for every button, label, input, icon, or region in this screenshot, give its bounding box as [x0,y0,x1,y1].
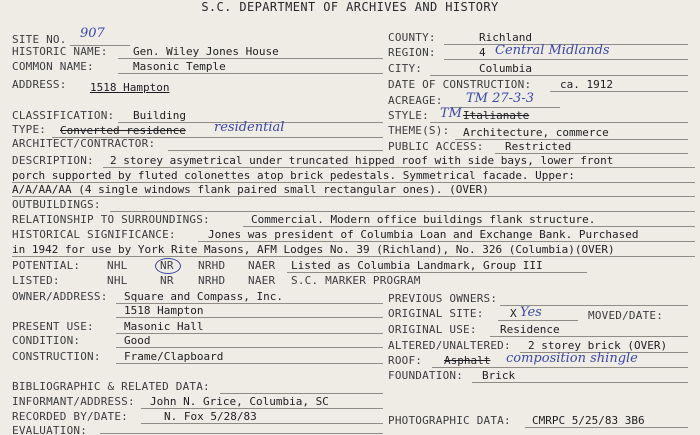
foundation-rule [472,382,688,383]
style-handwritten-value: TM [440,106,462,121]
altered-label: ALTERED/UNALTERED: [388,339,511,352]
description-line-2: porch supported by fluted colonettes atop brick pedestals. Symmetrical facade. Upper: [12,169,575,182]
altered-value: 2 storey brick (OVER) [528,339,668,352]
relationship-label: RELATIONSHIP TO SURROUNDINGS: [12,213,210,226]
listed-nr: NR [160,274,174,287]
common-name-rule [118,73,383,74]
description-rule-3 [12,196,695,197]
type-label: TYPE: [12,123,47,136]
bibliographic-rule [220,393,383,394]
significance-line-1: Jones was president of Columbia Loan and Exchange Bank. Purchased [208,228,639,241]
owner-label: OWNER/ADDRESS: [12,290,108,303]
style-struck-value: Italianate [463,109,530,122]
date-of-construction-value: ca. 1912 [560,78,613,91]
type-handwritten-value: residential [214,120,285,135]
potential-nhl: NHL [107,259,128,272]
city-label: CITY: [388,62,423,75]
recorded-by-value: N. Fox 5/28/83 [164,410,257,423]
informant-rule [141,408,383,409]
site-no-value: 907 [80,26,105,41]
region-handwritten-value: Central Midlands [495,43,610,58]
region-rule [444,59,688,60]
photographic-data-value: CMRPC 5/25/83 3B6 [532,414,645,427]
public-access-label: PUBLIC ACCESS: [388,140,484,153]
acreage-handwritten-value: TM 27-3-3 [466,91,534,106]
significance-rule-1 [198,241,695,242]
county-label: COUNTY: [388,31,436,44]
original-use-rule [490,336,688,337]
listed-label: LISTED: [12,274,60,287]
themes-value: Architecture, commerce [463,126,609,139]
potential-naer: NAER [248,259,276,272]
relationship-value: Commercial. Modern office buildings flank structure. [251,213,596,226]
evaluation-rule [100,433,383,434]
potential-nr: NR [160,259,174,272]
potential-value: Listed as Columbia Landmark, Group III [291,259,543,272]
outbuildings-label: OUTBUILDINGS: [12,198,101,211]
description-line-3: A/A/AA/AA (4 single windows flank paired small rectangular ones). (OVER) [12,183,489,196]
significance-rule-2 [12,256,695,257]
potential-nrhd: NRHD [198,259,226,272]
card-header: S.C. DEPARTMENT OF ARCHIVES AND HISTORY [201,0,499,14]
informant-value: John N. Grice, Columbia, SC [150,395,329,408]
city-rule [430,75,688,76]
historic-name-value: Gen. Wiley Jones House [133,45,279,58]
region-number: 4 [479,46,486,59]
style-label: STYLE: [388,109,429,122]
recorded-by-rule [141,423,383,424]
informant-label: INFORMANT/ADDRESS: [12,395,135,408]
site-no-label: SITE NO. [12,33,67,46]
present-use-label: PRESENT USE: [12,320,94,333]
common-name-value: Masonic Temple [133,60,226,73]
common-name-label: COMMON NAME: [12,60,94,73]
original-site-label: ORIGINAL SITE: [388,307,484,320]
original-site-rule [498,320,578,321]
owner-rule-2 [116,317,383,318]
original-site-handwritten-value: Yes [520,305,542,320]
address-value: 1518 Hampton [90,81,170,94]
potential-nr-circle-mark [155,258,181,274]
outbuildings-rule [110,211,695,212]
construction-value: Frame/Clapboard [124,350,224,363]
acreage-label: ACREAGE: [388,94,443,107]
construction-label: CONSTRUCTION: [12,350,101,363]
acreage-rule [450,107,560,108]
county-value: Richland [479,31,532,44]
address-label: ADDRESS: [12,78,67,91]
relationship-rule [243,226,695,227]
condition-rule [116,347,383,348]
potential-label: POTENTIAL: [12,259,81,272]
photographic-data-label: PHOTOGRAPHIC DATA: [388,414,511,427]
city-value: Columbia [479,62,532,75]
description-rule-1 [103,167,695,168]
themes-label: THEME(S): [388,124,450,137]
region-label: REGION: [388,46,436,59]
classification-value: Building [133,109,186,122]
photographic-data-rule [525,427,688,428]
condition-label: CONDITION: [12,334,81,347]
evaluation-label: EVALUATION: [12,424,88,435]
significance-line-2: in 1942 for use by York Rite Masons, AFM Lodges No. 39 (Richland), No. 326 (Columbia)(OVER) [12,243,615,256]
sc-marker-program: S.C. MARKER PROGRAM [291,274,421,287]
owner-line-2: 1518 Hampton [124,304,204,317]
listed-naer: NAER [248,274,276,287]
style-rule [430,122,688,123]
roof-rule [432,367,688,368]
previous-owners-label: PREVIOUS OWNERS: [388,292,498,305]
description-line-1: 2 storey asymetrical under truncated hipped roof with side bays, lower front [110,154,614,167]
listed-nhl: NHL [107,274,128,287]
roof-label: ROOF: [388,354,423,367]
classification-label: CLASSIFICATION: [12,109,115,122]
architect-rule [168,150,383,151]
significance-label: HISTORICAL SIGNIFICANCE: [12,228,176,241]
roof-struck-value: Asphalt [444,354,491,367]
recorded-by-label: RECORDED BY/DATE: [12,410,128,423]
foundation-label: FOUNDATION: [388,369,464,382]
roof-handwritten-value: composition shingle [506,351,638,366]
potential-rule [287,272,587,273]
public-access-value: Restricted [505,140,572,153]
owner-line-1: Square and Compass, Inc. [124,290,283,303]
original-use-value: Residence [500,323,560,336]
type-struck-value: Converted residence [60,124,186,137]
original-use-label: ORIGINAL USE: [388,323,477,336]
condition-value: Good [124,334,151,347]
present-use-value: Masonic Hall [124,320,204,333]
themes-rule [455,139,688,140]
bibliographic-label: BIBLIOGRAPHIC & RELATED DATA: [12,380,210,393]
listed-nrhd: NRHD [198,274,226,287]
original-site-check: X [510,307,517,320]
date-of-construction-rule [550,91,688,92]
architect-label: ARCHITECT/CONTRACTOR: [12,137,156,150]
historic-name-rule [118,58,383,59]
present-use-rule [116,333,383,334]
construction-rule [116,363,383,364]
historic-name-label: HISTORIC NAME: [12,45,108,58]
moved-date-label: MOVED/DATE: [588,309,664,322]
foundation-value: Brick [482,369,516,382]
description-label: DESCRIPTION: [12,154,94,167]
date-of-construction-label: DATE OF CONSTRUCTION: [388,78,532,91]
